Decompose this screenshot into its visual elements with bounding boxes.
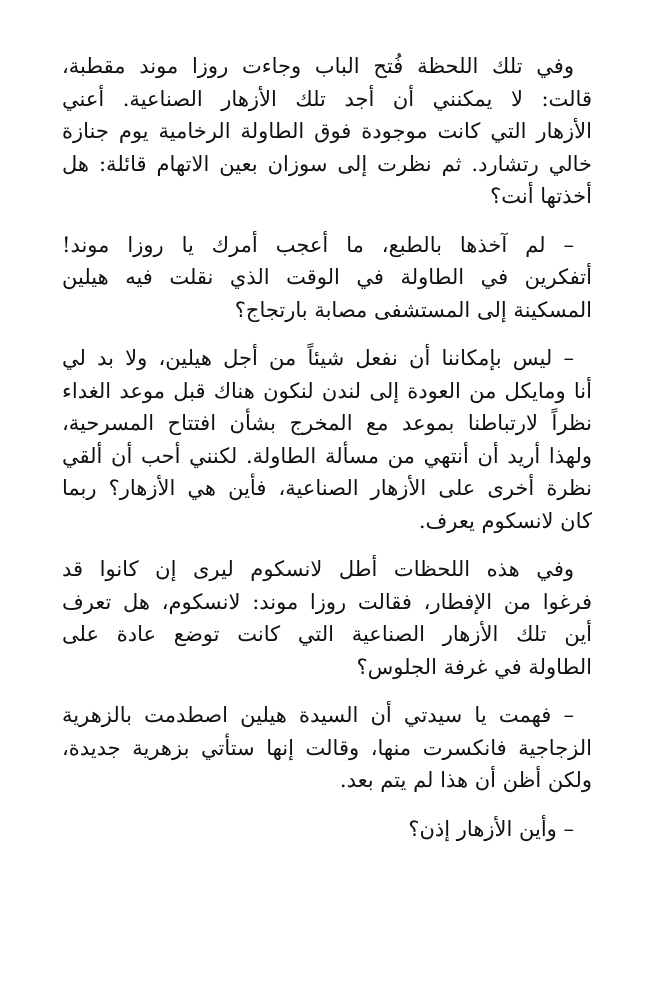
text-line: – لم آخذها بالطبع، ما أعجب أمرك يا روزا موند! [62,232,574,257]
text-line: فرغوا من الإفطار، فقالت روزا موند: لانسكوم، هل تعرف [62,589,592,614]
text-line: الزجاجية فانكسرت منها، وقالت إنها ستأتي بزهرية جديدة، [62,735,592,760]
paragraph-1 [62,50,592,213]
text-line: قالت: لا يمكنني أن أجد تلك الأزهار الصناعية. أعني [62,86,592,111]
text-line: نظرة أخرى على الأزهار الصناعية، فأين هي الأزهار؟ ربما [62,476,592,500]
text-line: المسكينة إلى المستشفى مصابة بارتجاج؟ [234,297,592,322]
book-page [62,50,592,845]
text-line: أنا ومايكل من العودة إلى لندن لنكون هناك قبل موعد الغداء [62,378,592,403]
text-line: وفي تلك اللحظة فُتح الباب وجاءت روزا موند مقطبة، [62,54,574,78]
paragraph-5 [62,699,592,797]
text-line: – فهمت يا سيدتي أن السيدة هيلين اصطدمت بالزهرية [62,703,574,727]
text-line: خالي رتشارد. ثم نظرت إلى سوزان بعين الاتهام قائلة: هل [62,151,592,176]
text-line: ولكن أظن أن هذا لم يتم بعد. [339,768,592,792]
paragraph-2 [62,229,592,327]
text-line: وفي هذه اللحظات أطل لانسكوم ليرى إن كانوا قد [62,557,574,581]
paragraph-4 [62,553,592,683]
text-line: الطاولة في غرفة الجلوس؟ [356,654,592,679]
paragraph-6 [62,813,592,846]
text-line: كان لانسكوم يعرف. [418,508,592,533]
paragraph-3 [62,342,592,537]
text-line: أين تلك الأزهار الصناعية التي كانت توضع عادة على [62,622,592,646]
text-line: – وأين الأزهار إذن؟ [408,816,574,841]
text-line: أتفكرين في الطاولة في الوقت الذي نقلت فيه هيلين [62,265,592,289]
text-line: نظراً لارتباطنا بموعد مع المخرج بشأن افتتاح المسرحية، [62,411,592,435]
text-line: الأزهار التي كانت موجودة فوق الطاولة الرخامية يوم جنازة [62,119,592,143]
text-line: – ليس بإمكاننا أن نفعل شيئاً من أجل هيلين، ولا بد لي [62,346,574,370]
text-line: أخذتها أنت؟ [490,184,592,208]
text-line: ولهذا أريد أن أنتهي من مسألة الطاولة. لكنني أحب أن ألقي [62,443,592,468]
